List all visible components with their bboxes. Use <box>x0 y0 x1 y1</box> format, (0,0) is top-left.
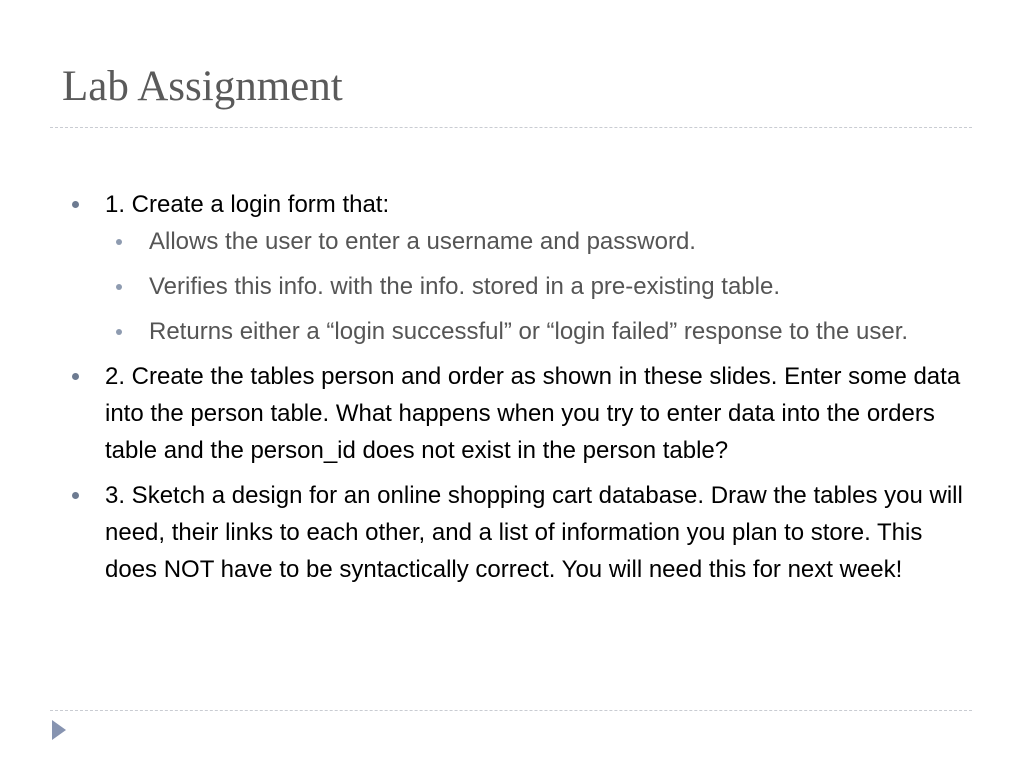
title-divider <box>50 127 972 128</box>
footer-divider <box>50 710 972 711</box>
next-arrow-icon[interactable] <box>52 720 66 740</box>
bullet-item-3: 3. Sketch a design for an online shopping cart database. Draw the tables you will need, their links to each other, and a list of information you plan to store. This does NOT have to be syntactically correct. You will need this for next week! <box>105 477 965 588</box>
bullet-item-1: 1. Create a login form that: <box>105 186 965 223</box>
sub-bullet-item-3: Returns either a “login successful” or “login failed” response to the user. <box>149 313 949 350</box>
bullet-item-2: 2. Create the tables person and order as shown in these slides. Enter some data into the person table. What happens when you try to enter data into the orders table and the person_id does not exist in the person table? <box>105 358 965 469</box>
slide-title: Lab Assignment <box>62 63 343 110</box>
sub-bullet-item-2: Verifies this info. with the info. stored in a pre-existing table. <box>149 268 949 305</box>
bullet-list <box>0 186 1023 588</box>
sub-bullet-item-1: Allows the user to enter a username and password. <box>149 223 949 260</box>
